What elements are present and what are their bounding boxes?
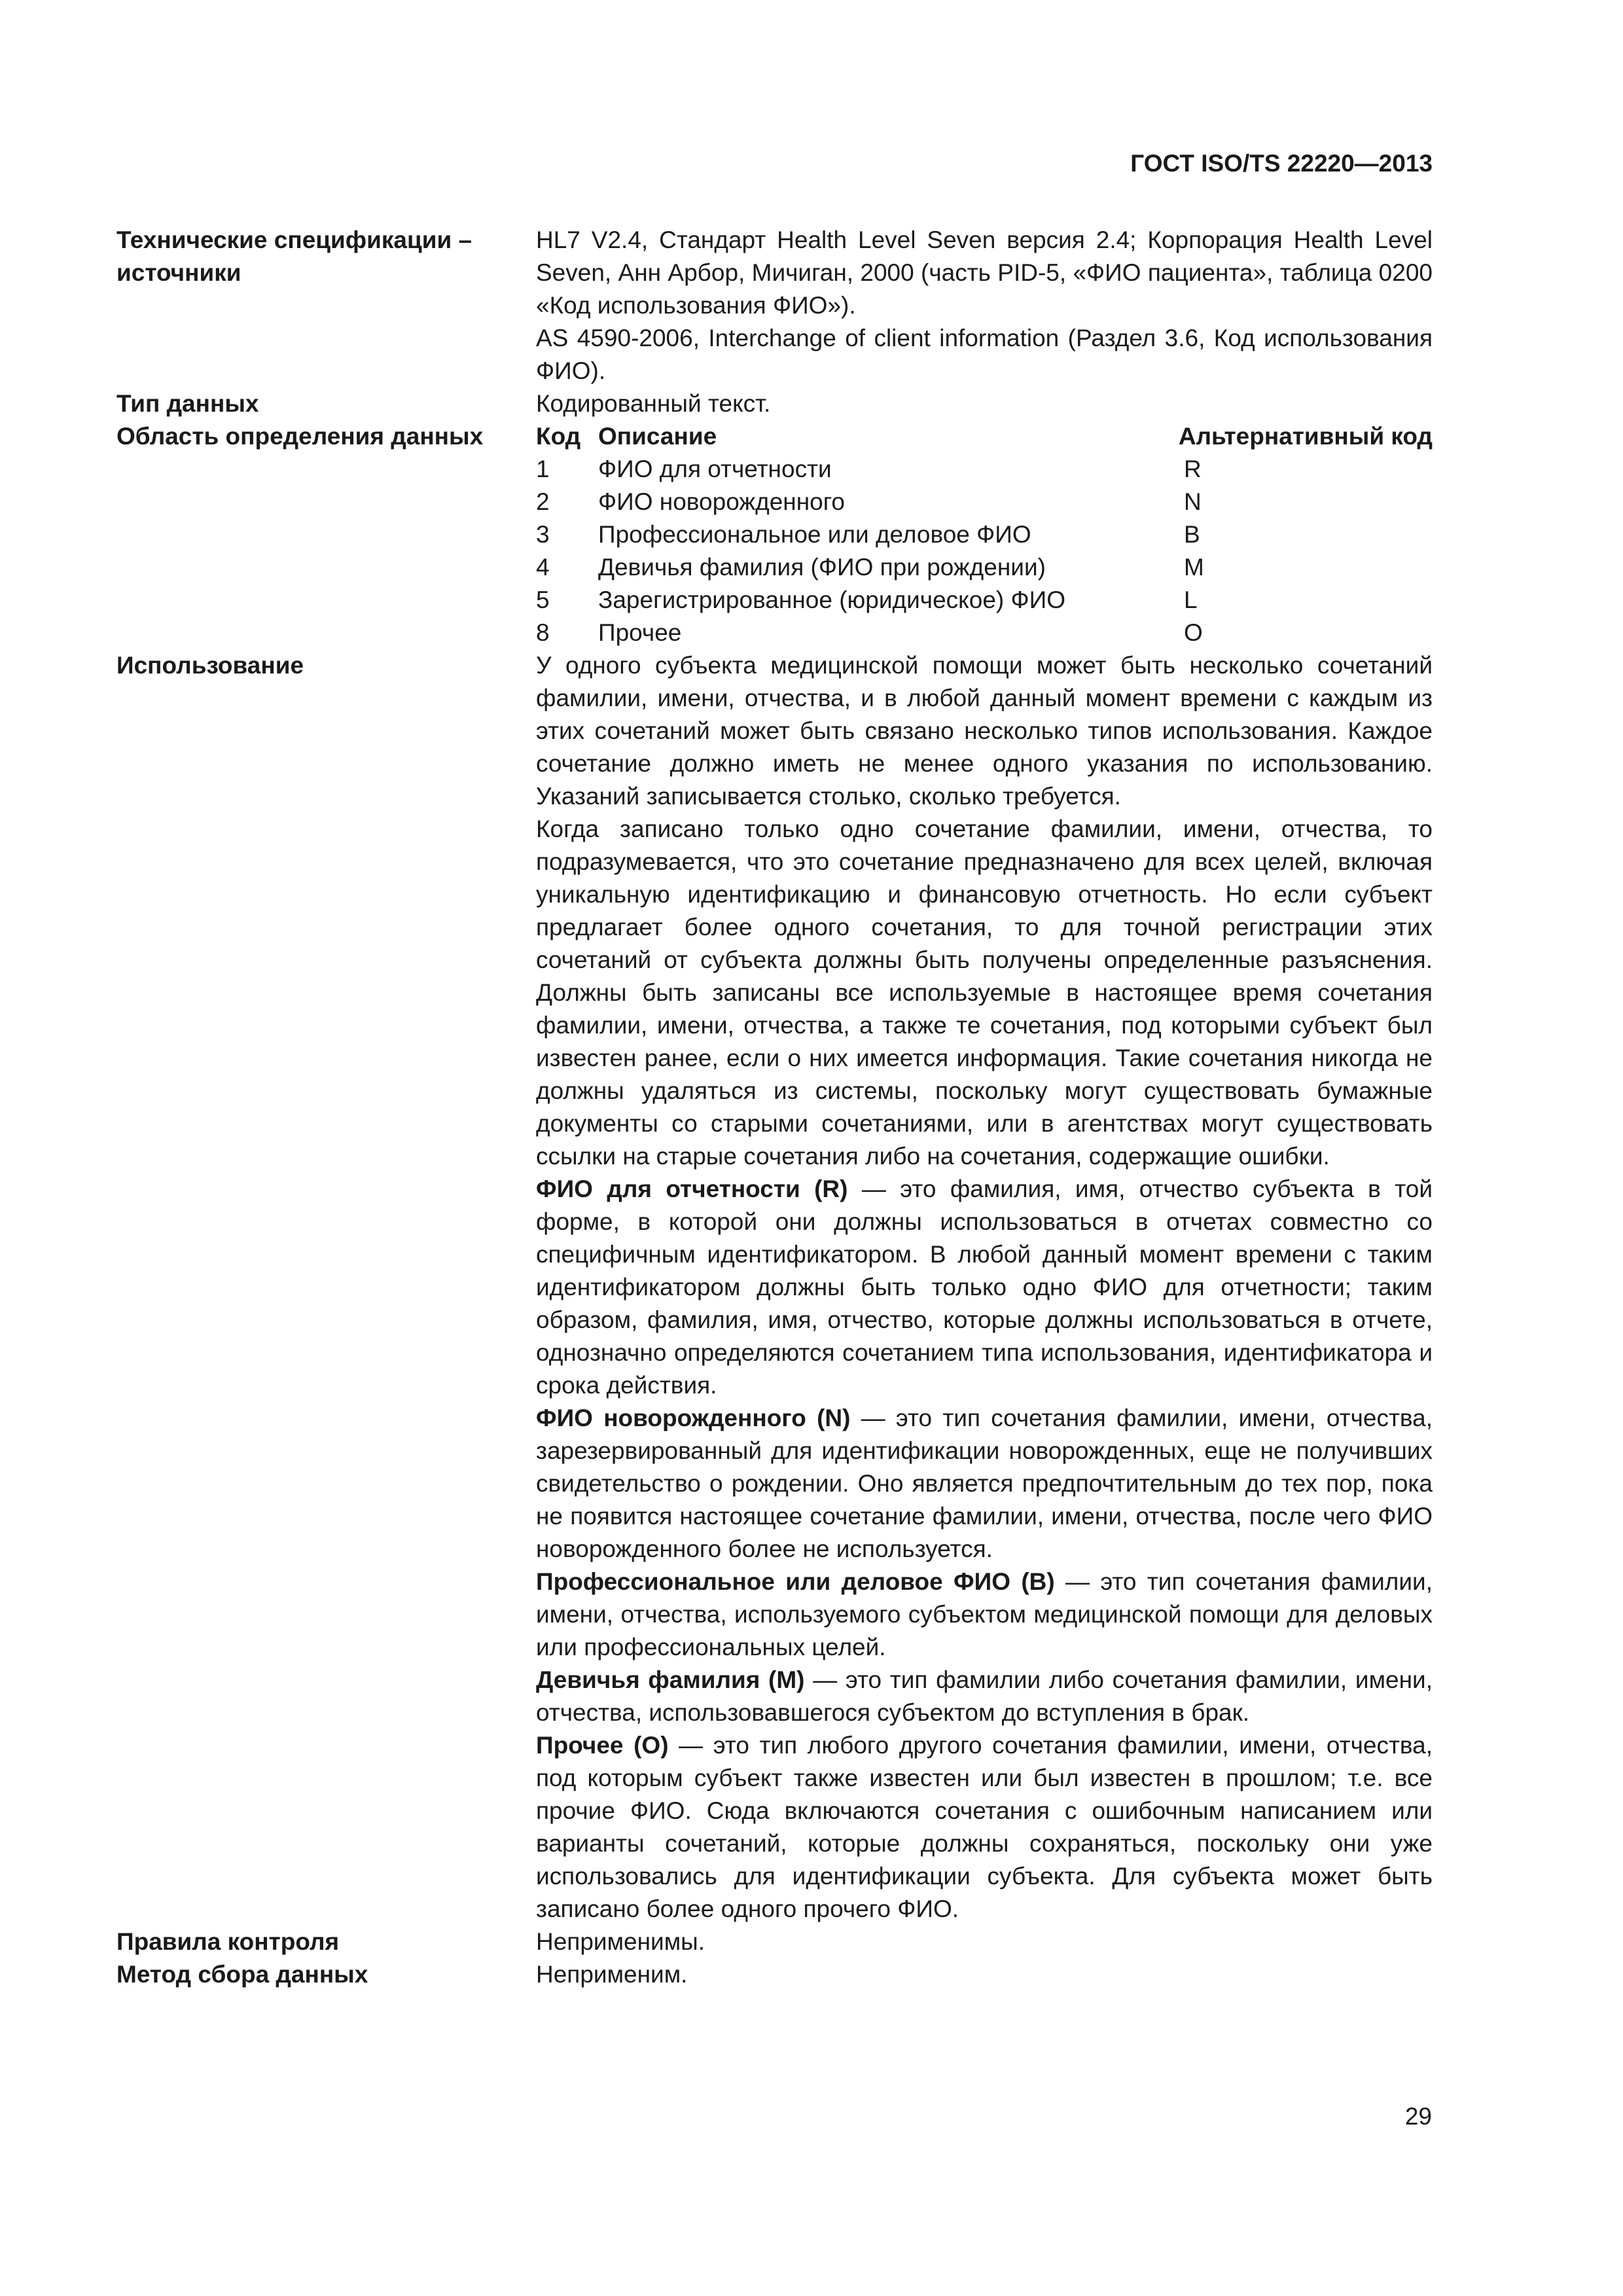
row-description: ФИО для отчетности <box>598 456 832 482</box>
code-table-header <box>536 420 1433 453</box>
page-number: 29 <box>1404 2103 1432 2130</box>
label-collection: Метод сбора данных <box>116 1961 368 1988</box>
label-tech-specs: Технические спецификации – источники <box>116 226 473 286</box>
row-alt-code: M <box>1184 554 1204 581</box>
row-description: ФИО новорожденного <box>598 488 845 515</box>
term-other-name: Прочее (O) <box>536 1732 669 1759</box>
table-row <box>536 584 1433 617</box>
value-tech-specs <box>536 224 1433 387</box>
row-collection <box>116 1958 1433 1991</box>
label-usage: Использование <box>116 652 304 679</box>
term-professional-name: Профессиональное или деловое ФИО (B) <box>536 1568 1055 1595</box>
term-definition: — это тип сочетания фамилии, имени, отчества, используемого субъектом медицинской помощи для деловых или профессиональных целей. <box>536 1568 1433 1660</box>
row-description: Прочее <box>598 619 682 646</box>
header-description: Описание <box>598 423 717 450</box>
value-collection: Неприменим. <box>536 1961 688 1988</box>
row-code: 5 <box>536 586 550 613</box>
header-alt-code: Альтернативный код <box>1178 423 1433 450</box>
table-row <box>536 617 1433 649</box>
row-alt-code: L <box>1184 586 1198 613</box>
term-definition: — это фамилия, имя, отчество субъекта в той форме, в которой они должны использоваться в отчетах совместно со специфичным идентификатором. В любой данный момент времени с таким идентификатором должны быть только одно ФИО для отчетности; таким образом, фамилия, имя, отчество, которые должны использоваться в отчете, однозначно определяются сочетанием типа использования, идентификатора и срока действия. <box>536 1175 1433 1399</box>
usage-paragraph: У одного субъекта медицинской помощи может быть несколько сочетаний фамилии, имени, отчества, и в любой данный момент времени с каждым из этих сочетаний может быть связано несколько типов использования. Каждое сочетание должно иметь не менее одного указания по использованию. Указаний записывается столько, сколько требуется. <box>536 652 1433 810</box>
row-usage <box>116 649 1433 1926</box>
usage-term-paragraph <box>536 1664 1433 1729</box>
usage-term-paragraph <box>536 1173 1433 1402</box>
row-alt-code: R <box>1184 456 1202 482</box>
row-alt-code: O <box>1184 619 1203 646</box>
usage-paragraph: Когда записано только одно сочетание фамилии, имени, отчества, то подразумевается, что это сочетание предназначено для всех целей, включая уникальную идентификацию и финансовую отчетность. Но если субъект предлагает более одного сочетания, то для точной регистрации этих сочетаний от субъекта должны быть получены определенные разъяснения. Должны быть записаны все используемые в настоящее время сочетания фамилии, имени, отчества, а также те сочетания, под которыми субъект был известен ранее, если о них имеется информация. Такие сочетания никогда не должны удаляться из системы, поскольку могут существовать бумажные документы со старыми сочетаниями, или в агентствах могут существовать ссылки на старые сочетания либо на сочетания, содержащие ошибки. <box>536 816 1433 1170</box>
value-usage <box>536 649 1433 1926</box>
value-data-type: Кодированный текст. <box>536 390 771 417</box>
code-table <box>536 420 1433 649</box>
header-code: Код <box>536 423 581 450</box>
term-definition: — это тип сочетания фамилии, имени, отчества, зарезервированный для идентификации новорожденных, еще не получивших свидетельство о рождении. Оно является предпочтительным до тех пор, пока не появится настоящее сочетание фамилии, имени, отчества, после чего ФИО новорожденного более не используется. <box>536 1405 1433 1562</box>
term-definition: — это тип фамилии либо сочетания фамилии, имени, отчества, использовавшегося субъектом до вступления в брак. <box>536 1666 1433 1726</box>
table-row <box>536 551 1433 584</box>
label-domain: Область определения данных <box>116 423 484 450</box>
table-row <box>536 453 1433 486</box>
tech-specs-hl7: HL7 V2.4, Стандарт Health Level Seven версия 2.4; Корпорация Health Level Seven, Анн Арбор, Мичиган, 2000 (часть PID-5, «ФИО пациента», таблица 0200 «Код использования ФИО»). <box>536 226 1433 319</box>
usage-term-paragraph <box>536 1566 1433 1664</box>
row-code: 2 <box>536 488 550 515</box>
row-description: Профессиональное или деловое ФИО <box>598 521 1031 548</box>
row-code: 3 <box>536 521 550 548</box>
row-code: 1 <box>536 456 550 482</box>
usage-term-paragraph <box>536 1729 1433 1926</box>
value-validation: Неприменимы. <box>536 1928 705 1955</box>
row-alt-code: B <box>1184 521 1200 548</box>
table-row <box>536 518 1433 551</box>
term-newborn-name: ФИО новорожденного (N) <box>536 1405 851 1431</box>
tech-specs-as4590: AS 4590-2006, Interchange of client information (Раздел 3.6, Код использования ФИО). <box>536 325 1433 384</box>
row-tech-specs <box>116 224 1433 387</box>
label-data-type: Тип данных <box>116 390 259 417</box>
term-maiden-name: Девичья фамилия (M) <box>536 1666 805 1693</box>
label-validation: Правила контроля <box>116 1928 340 1955</box>
term-definition: — это тип любого другого сочетания фамилии, имени, отчества, под которым субъект также известен или был известен в прошлом; т.е. все прочие ФИО. Сюда включаются сочетания с ошибочным написанием или варианты сочетаний, которые должны сохраняться, поскольку они уже использовались для идентификации субъекта. Для субъекта может быть записано более одного прочего ФИО. <box>536 1732 1433 1922</box>
term-reporting-name: ФИО для отчетности (R) <box>536 1175 848 1202</box>
row-description: Зарегистрированное (юридическое) ФИО <box>598 586 1066 613</box>
row-code: 8 <box>536 619 550 646</box>
document-body <box>116 224 1433 1991</box>
row-validation <box>116 1926 1433 1958</box>
row-code: 4 <box>536 554 550 581</box>
usage-term-paragraph <box>536 1402 1433 1566</box>
row-domain <box>116 420 1433 649</box>
row-alt-code: N <box>1184 488 1202 515</box>
document-number: ГОСТ ISO/TS 22220—2013 <box>1130 150 1433 177</box>
row-data-type <box>116 387 1433 420</box>
table-row <box>536 486 1433 518</box>
row-description: Девичья фамилия (ФИО при рождении) <box>598 554 1046 581</box>
